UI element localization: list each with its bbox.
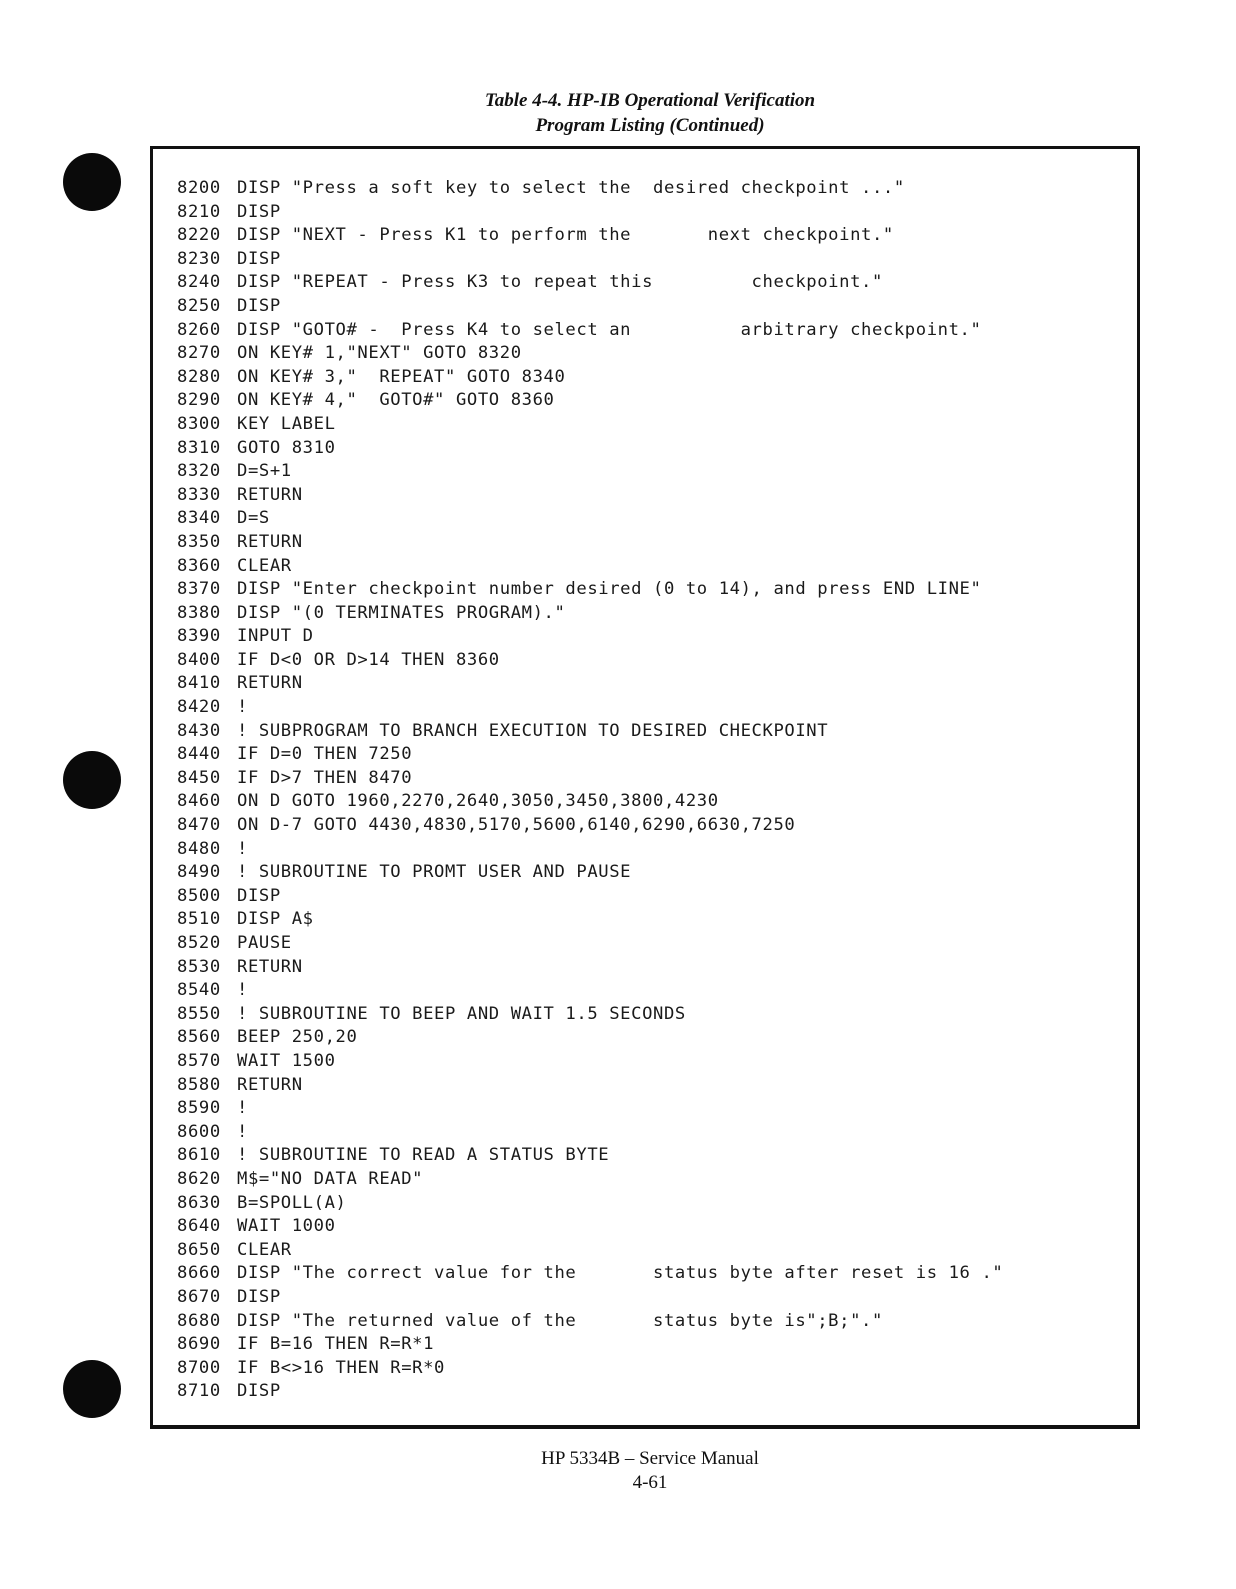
line-code: RETURN — [237, 531, 303, 552]
code-line — [177, 1192, 1003, 1216]
line-number: 8620 — [177, 1168, 221, 1189]
line-code: IF D<0 OR D>14 THEN 8360 — [237, 649, 500, 670]
code-line — [177, 861, 1003, 885]
line-number: 8350 — [177, 531, 221, 552]
code-line — [177, 507, 1003, 531]
code-line — [177, 649, 1003, 673]
line-number: 8380 — [177, 602, 221, 623]
code-line — [177, 885, 1003, 909]
line-number: 8660 — [177, 1263, 221, 1284]
line-code: DISP — [237, 1381, 281, 1402]
binder-hole — [63, 751, 121, 809]
code-line — [177, 319, 1003, 343]
code-line — [177, 413, 1003, 437]
line-number: 8210 — [177, 201, 221, 222]
line-code: ! SUBROUTINE TO PROMT USER AND PAUSE — [237, 862, 632, 883]
code-line — [177, 342, 1003, 366]
code-line — [177, 1333, 1003, 1357]
line-number: 8550 — [177, 1003, 221, 1024]
code-line — [177, 1310, 1003, 1334]
code-line — [177, 177, 1003, 201]
line-code: IF B=16 THEN R=R*1 — [237, 1334, 435, 1355]
line-code: ! — [237, 838, 248, 859]
table-caption-subtitle: Program Listing (Continued) — [535, 115, 765, 136]
line-number: 8260 — [177, 319, 221, 340]
code-line — [177, 1262, 1003, 1286]
code-line — [177, 1097, 1003, 1121]
line-code: DISP — [237, 295, 281, 316]
line-code: RETURN — [237, 673, 303, 694]
line-code: RETURN — [237, 1074, 303, 1095]
line-code: ON KEY# 3," REPEAT" GOTO 8340 — [237, 366, 566, 387]
code-line — [177, 366, 1003, 390]
line-code: M$="NO DATA READ" — [237, 1168, 424, 1189]
code-line — [177, 1380, 1003, 1404]
line-number: 8710 — [177, 1381, 221, 1402]
line-code: DISP "(0 TERMINATES PROGRAM)." — [237, 602, 566, 623]
line-number: 8270 — [177, 343, 221, 364]
line-number: 8430 — [177, 720, 221, 741]
line-code: ! — [237, 697, 248, 718]
code-line — [177, 790, 1003, 814]
code-line — [177, 1144, 1003, 1168]
line-code: DISP — [237, 201, 281, 222]
line-number: 8570 — [177, 1050, 221, 1071]
code-line — [177, 1074, 1003, 1098]
line-number: 8420 — [177, 697, 221, 718]
line-number: 8540 — [177, 980, 221, 1001]
line-number: 8290 — [177, 390, 221, 411]
line-number: 8360 — [177, 555, 221, 576]
line-code: RETURN — [237, 484, 303, 505]
code-line — [177, 389, 1003, 413]
line-code: B=SPOLL(A) — [237, 1192, 347, 1213]
code-line — [177, 555, 1003, 579]
code-line — [177, 437, 1003, 461]
code-line — [177, 1050, 1003, 1074]
line-code: CLEAR — [237, 1239, 292, 1260]
table-caption — [0, 88, 1236, 138]
line-number: 8300 — [177, 413, 221, 434]
line-code: DISP — [237, 885, 281, 906]
code-line — [177, 767, 1003, 791]
line-code: DISP — [237, 248, 281, 269]
line-number: 8530 — [177, 956, 221, 977]
line-code: RETURN — [237, 956, 303, 977]
code-line — [177, 743, 1003, 767]
line-number: 8400 — [177, 649, 221, 670]
line-number: 8520 — [177, 933, 221, 953]
code-line — [177, 696, 1003, 720]
line-code: PAUSE — [237, 933, 292, 953]
line-number: 8600 — [177, 1121, 221, 1142]
line-code: DISP — [237, 1286, 281, 1307]
page-footer — [0, 1447, 1236, 1495]
line-code: ON D-7 GOTO 4430,4830,5170,5600,6140,6290,6630,7250 — [237, 815, 796, 836]
line-number: 8680 — [177, 1310, 221, 1331]
code-line — [177, 1121, 1003, 1145]
line-code: DISP A$ — [237, 909, 314, 930]
line-code: ON D GOTO 1960,2270,2640,3050,3450,3800,4230 — [237, 791, 719, 812]
line-number: 8340 — [177, 508, 221, 529]
line-number: 8450 — [177, 767, 221, 788]
line-number: 8470 — [177, 815, 221, 836]
code-line — [177, 248, 1003, 272]
line-code: CLEAR — [237, 555, 292, 576]
code-line — [177, 1239, 1003, 1263]
line-number: 8480 — [177, 838, 221, 859]
line-number: 8580 — [177, 1074, 221, 1095]
binder-hole — [63, 153, 121, 211]
line-code: WAIT 1500 — [237, 1050, 336, 1071]
line-code: ! — [237, 980, 248, 1001]
line-code: ! — [237, 1121, 248, 1142]
line-code: DISP "REPEAT - Press K3 to repeat this checkpoint." — [237, 272, 883, 293]
line-number: 8220 — [177, 225, 221, 246]
line-number: 8610 — [177, 1145, 221, 1166]
code-line — [177, 295, 1003, 319]
line-code: DISP "The returned value of the status byte is";B;"." — [237, 1310, 883, 1331]
line-code: DISP "NEXT - Press K1 to perform the next checkpoint." — [237, 225, 894, 246]
code-line — [177, 271, 1003, 295]
line-code: DISP "Enter checkpoint number desired (0 to 14), and press END LINE" — [237, 579, 982, 600]
code-line — [177, 578, 1003, 602]
line-code: BEEP 250,20 — [237, 1027, 358, 1048]
line-number: 8700 — [177, 1357, 221, 1378]
code-line — [177, 932, 1003, 956]
code-line — [177, 956, 1003, 980]
line-code: IF D>7 THEN 8470 — [237, 767, 413, 788]
code-line — [177, 224, 1003, 248]
line-number: 8460 — [177, 791, 221, 812]
line-number: 8280 — [177, 366, 221, 387]
code-line — [177, 602, 1003, 626]
code-line — [177, 484, 1003, 508]
code-line — [177, 720, 1003, 744]
program-listing — [177, 177, 1003, 1404]
line-number: 8320 — [177, 461, 221, 482]
line-number: 8370 — [177, 579, 221, 600]
line-number: 8240 — [177, 272, 221, 293]
line-number: 8630 — [177, 1192, 221, 1213]
line-number: 8230 — [177, 248, 221, 269]
line-number: 8440 — [177, 744, 221, 765]
line-number: 8250 — [177, 295, 221, 316]
code-line — [177, 531, 1003, 555]
line-number: 8200 — [177, 178, 221, 198]
code-line — [177, 1357, 1003, 1381]
line-code: ! SUBROUTINE TO BEEP AND WAIT 1.5 SECONDS — [237, 1003, 686, 1024]
manual-title: HP 5334B – Service Manual — [541, 1448, 759, 1469]
line-code: DISP "The correct value for the status byte after reset is 16 ." — [237, 1263, 1004, 1284]
line-code: WAIT 1000 — [237, 1216, 336, 1237]
line-number: 8490 — [177, 862, 221, 883]
line-code: D=S — [237, 508, 270, 529]
code-line — [177, 1168, 1003, 1192]
code-line — [177, 460, 1003, 484]
line-number: 8330 — [177, 484, 221, 505]
line-code: IF B<>16 THEN R=R*0 — [237, 1357, 446, 1378]
line-code: DISP "Press a soft key to select the desired checkpoint ..." — [237, 178, 905, 198]
line-code: ON KEY# 4," GOTO#" GOTO 8360 — [237, 390, 555, 411]
code-line — [177, 1286, 1003, 1310]
code-line — [177, 979, 1003, 1003]
line-number: 8310 — [177, 437, 221, 458]
code-line — [177, 201, 1003, 225]
line-number: 8560 — [177, 1027, 221, 1048]
line-number: 8590 — [177, 1098, 221, 1119]
table-caption-title: Table 4-4. HP-IB Operational Verification — [484, 90, 816, 111]
line-code: ON KEY# 1,"NEXT" GOTO 8320 — [237, 343, 522, 364]
code-line — [177, 1026, 1003, 1050]
binder-hole — [63, 1360, 121, 1418]
code-line — [177, 1003, 1003, 1027]
line-code: INPUT D — [237, 626, 314, 647]
line-code: ! SUBROUTINE TO READ A STATUS BYTE — [237, 1145, 610, 1166]
line-code: D=S+1 — [237, 461, 292, 482]
code-line — [177, 814, 1003, 838]
code-line — [177, 908, 1003, 932]
code-line — [177, 838, 1003, 862]
line-code: KEY LABEL — [237, 413, 336, 434]
line-number: 8650 — [177, 1239, 221, 1260]
page-number: 4-61 — [632, 1472, 668, 1493]
code-line — [177, 672, 1003, 696]
code-line — [177, 1215, 1003, 1239]
code-line — [177, 625, 1003, 649]
line-code: DISP "GOTO# - Press K4 to select an arbitrary checkpoint." — [237, 319, 982, 340]
line-code: ! — [237, 1098, 248, 1119]
line-code: GOTO 8310 — [237, 437, 336, 458]
line-number: 8670 — [177, 1286, 221, 1307]
line-number: 8500 — [177, 885, 221, 906]
line-number: 8390 — [177, 626, 221, 647]
line-code: ! SUBPROGRAM TO BRANCH EXECUTION TO DESIRED CHECKPOINT — [237, 720, 829, 741]
line-number: 8640 — [177, 1216, 221, 1237]
line-code: IF D=0 THEN 7250 — [237, 744, 413, 765]
line-number: 8510 — [177, 909, 221, 930]
line-number: 8690 — [177, 1334, 221, 1355]
line-number: 8410 — [177, 673, 221, 694]
